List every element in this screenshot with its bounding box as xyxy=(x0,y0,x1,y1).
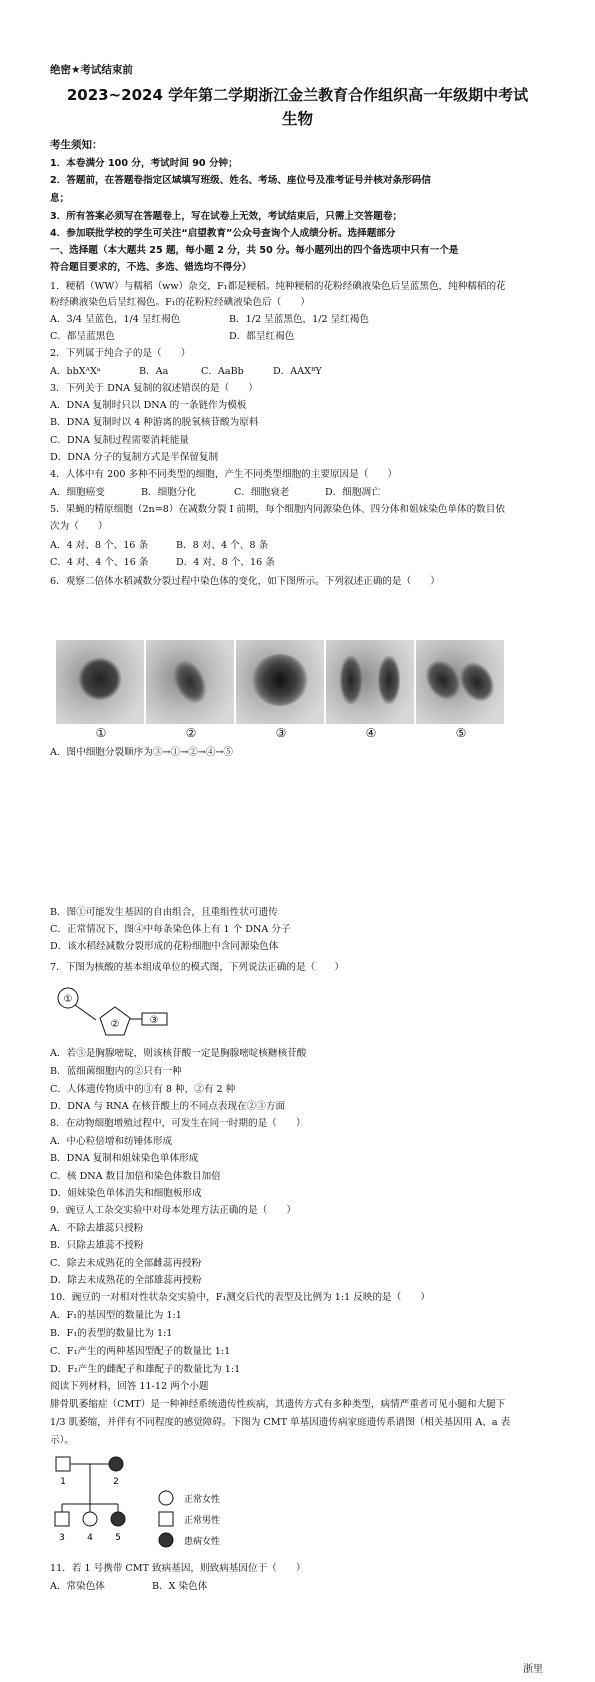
q11-option-a: A．常染色体 xyxy=(50,1581,105,1592)
q5-option-c: C．4 对、4 个、16 条 xyxy=(50,557,149,568)
q1-option-b: B．1/2 呈蓝黑色，1/2 呈红褐色 xyxy=(229,314,369,325)
q6-option-d: D．该水稻经减数分裂形成的花粉细胞中含同源染色体 xyxy=(50,941,279,952)
q5-option-d: D．4 对、8 个、16 条 xyxy=(176,557,275,568)
q6-option-a: A．图中细胞分裂顺序为③→①→②→④→⑤ xyxy=(50,747,233,758)
reading-para-line1: 腓骨肌萎缩症（CMT）是一种神经系统遗传性疾病，其遗传方式有多种类型，病情严重者可见小腿和大腿下 xyxy=(50,1399,506,1410)
q1-option-d: D．都呈红褐色 xyxy=(229,331,295,342)
reading-para-line3: 示）。 xyxy=(50,1435,74,1446)
pedigree-label-2: 2 xyxy=(113,1477,119,1487)
pedigree-label-1: 1 xyxy=(60,1477,66,1487)
exam-subject: 生物 xyxy=(281,110,313,128)
note-item-2-cont: 息； xyxy=(50,193,70,204)
q4-option-a: A．细胞癌变 xyxy=(50,487,105,498)
q8-option-d: D．姐妹染色单体消失和细胞板形成 xyxy=(50,1188,202,1199)
q8-option-b: B．DNA 复制和姐妹染色单体形成 xyxy=(50,1153,199,1164)
q3-option-a: A．DNA 复制时只以 DNA 的一条链作为模板 xyxy=(50,400,247,411)
q1-stem-line1: 1．粳稻（WW）与糯稻（ww）杂交，F₁都是粳稻。纯种粳稻的花粉经碘液染色后呈蓝黑色，纯种糯稻的花 xyxy=(50,281,506,292)
pedigree-label-4: 4 xyxy=(87,1533,93,1543)
pedigree-label-3: 3 xyxy=(59,1533,65,1543)
q7-option-a: A．若③是胸腺嘧啶，则该核苷酸一定是胸腺嘧啶核糖核苷酸 xyxy=(50,1048,307,1059)
q8-option-a: A．中心粒倍增和纺锤体形成 xyxy=(50,1136,173,1147)
reading-para-line2: 1/3 肌萎缩，并伴有不同程度的感觉障碍。下图为 CMT 单基因遗传病家庭遗传系谱图（相关基因用 A、a 表 xyxy=(50,1417,511,1428)
q9-option-c: C．除去未成熟花的全部雌蕊再授粉 xyxy=(50,1258,202,1269)
q1-option-c: C．都呈蓝黑色 xyxy=(50,331,115,342)
photo-label-1: ① xyxy=(95,726,107,740)
q10-option-b: B．F₁的表型的数量比为 1:1 xyxy=(50,1328,173,1339)
q5-stem-line1: 5．果蝇的精原细胞（2n=8）在减数分裂 I 前期，每个细胞内同源染色体、四分体和姐妹染色单体的数目依 xyxy=(50,504,505,515)
section-heading-line2: 符合题目要求的，不选、多选、错选均不得分） xyxy=(50,262,252,273)
reading-intro: 阅读下列材料，回答 11-12 两个小题 xyxy=(50,1381,209,1392)
note-item-1: 1．本卷满分 100 分，考试时间 90 分钟； xyxy=(50,158,238,169)
q3-option-b: B．DNA 复制时以 4 种游离的脱氧核苷酸为原料 xyxy=(50,417,259,428)
diagram-label-base: ③ xyxy=(149,1015,159,1026)
q6-stem: 6．观察二倍体水稻减数分裂过程中染色体的变化，如下图所示。下列叙述正确的是（ ） xyxy=(50,576,440,587)
meiosis-photo-2 xyxy=(146,640,234,724)
q10-stem: 10．豌豆的一对相对性状杂交实验中，F₁测交后代的表型及比例为 1:1 反映的是（ ） xyxy=(50,1292,431,1303)
photo-label-2: ② xyxy=(185,726,197,740)
pedigree-chart xyxy=(52,1454,152,1550)
nucleotide-diagram xyxy=(52,984,170,1040)
q5-stem-line2: 次为（ ） xyxy=(50,521,108,532)
note-item-3: 3．所有答案必须写在答题卷上，写在试卷上无效，考试结束后，只需上交答题卷； xyxy=(50,211,403,222)
q5-option-a: A．4 对、8 个、16 条 xyxy=(50,540,149,551)
pedigree-label-5: 5 xyxy=(115,1533,121,1543)
q2-option-c: C．AaBb xyxy=(201,366,244,377)
q4-option-d: D．细胞凋亡 xyxy=(325,487,381,498)
diagram-label-sugar: ② xyxy=(110,1019,120,1030)
q2-option-a: A．bbXᴬXᵃ xyxy=(50,366,101,377)
q9-stem: 9．豌豆人工杂交实验中对母本处理方法正确的是（ ） xyxy=(50,1205,296,1216)
photo-label-5: ⑤ xyxy=(455,726,467,740)
pedigree-individual-5 xyxy=(111,1512,125,1526)
q8-option-c: C．核 DNA 数目加倍和染色体数目加倍 xyxy=(50,1171,221,1182)
q3-option-d: D．DNA 分子的复制方式是半保留复制 xyxy=(50,452,219,463)
notes-heading: 考生须知： xyxy=(50,139,103,151)
exam-title: 2023~2024 学年第二学期浙江金兰教育合作组织高一年级期中考试 xyxy=(66,86,529,104)
meiosis-photo-3 xyxy=(236,640,324,724)
q1-option-a: A．3/4 呈蓝色，1/4 呈红褐色 xyxy=(50,314,181,325)
q9-option-a: A．不除去雄蕊只授粉 xyxy=(50,1223,144,1234)
meiosis-photo-strip xyxy=(56,640,504,724)
q3-option-c: C．DNA 复制过程需要消耗能量 xyxy=(50,435,189,446)
q11-option-b: B．X 染色体 xyxy=(152,1581,208,1592)
q7-option-c: C．人体遗传物质中的③有 8 种，②有 2 种 xyxy=(50,1084,236,1095)
legend-normal-female-label: 正常女性 xyxy=(184,1495,221,1505)
q6-option-b: B．图①可能发生基因的自由组合，且重组性状可遗传 xyxy=(50,907,278,918)
pedigree-individual-2 xyxy=(109,1457,123,1471)
q7-option-b: B．蓝细菌细胞内的②只有一种 xyxy=(50,1066,182,1077)
q10-option-a: A．F₁的基因型的数量比为 1:1 xyxy=(50,1310,182,1321)
q5-option-b: B．8 对、4 个、8 条 xyxy=(176,540,269,551)
photo-label-3: ③ xyxy=(275,726,287,740)
q3-stem: 3．下列关于 DNA 复制的叙述错误的是（ ） xyxy=(50,383,258,394)
diagram-label-phosphate: ① xyxy=(63,994,73,1005)
q4-stem: 4．人体中有 200 多种不同类型的细胞，产生不同类型细胞的主要原因是（ ） xyxy=(50,469,398,480)
confidential-mark: 绝密★考试结束前 xyxy=(50,64,133,76)
q1-stem-line2: 粉经碘液染色后呈红褐色。F₁的花粉粒经碘液染色后（ ） xyxy=(50,297,310,308)
q8-stem: 8．在动物细胞增殖过程中，可发生在同一时期的是（ ） xyxy=(50,1118,306,1129)
q7-option-d: D．DNA 与 RNA 在核苷酸上的不同点表现在②③方面 xyxy=(50,1101,286,1112)
note-item-2: 2．答题前，在答题卷指定区域填写班级、姓名、考场、座位号及准考证号并核对条形码信 xyxy=(50,175,431,186)
section-heading-line1: 一、选择题（本大题共 25 题，每小题 2 分，共 50 分。每小题列出的四个备选项中只有一个是 xyxy=(50,245,459,256)
q10-option-c: C．F₁产生的两种基因型配子的数量比 1:1 xyxy=(50,1346,231,1357)
legend-affected-female-label: 患病女性 xyxy=(184,1537,221,1547)
meiosis-photo-1 xyxy=(56,640,144,724)
footer-mark: 浙里 xyxy=(523,1664,543,1675)
pedigree-legend xyxy=(156,1490,256,1552)
q10-option-d: D．F₁产生的雌配子和雄配子的数量比为 1:1 xyxy=(50,1364,241,1375)
photo-label-4: ④ xyxy=(365,726,377,740)
legend-normal-female-icon xyxy=(159,1491,173,1505)
q6-option-c: C．正常情况下，图④中每条染色体上有 1 个 DNA 分子 xyxy=(50,924,291,935)
legend-normal-male-label: 正常男性 xyxy=(184,1516,221,1526)
q2-stem: 2．下列属于纯合子的是（ ） xyxy=(50,348,191,359)
q11-stem: 11．若 1 号携带 CMT 致病基因，则致病基因位于（ ） xyxy=(50,1563,306,1574)
q2-option-b: B．Aa xyxy=(139,366,169,377)
note-item-4: 4．参加联批学校的学生可关注“启望教育”公众号查询个人成绩分析。选择题部分 xyxy=(50,228,396,239)
pedigree-individual-1 xyxy=(56,1457,70,1471)
q9-option-d: D．除去未成熟花的全部雄蕊再授粉 xyxy=(50,1275,202,1286)
q9-option-b: B．只除去雄蕊不授粉 xyxy=(50,1240,144,1251)
q4-option-b: B．细胞分化 xyxy=(141,487,197,498)
legend-affected-female-icon xyxy=(159,1533,173,1547)
pedigree-individual-3 xyxy=(55,1512,69,1526)
q2-option-d: D．AAXᴮY xyxy=(273,366,322,377)
meiosis-photo-5 xyxy=(416,640,504,724)
pedigree-individual-4 xyxy=(83,1512,97,1526)
q7-stem: 7．下图为核酸的基本组成单位的模式图，下列说法正确的是（ ） xyxy=(50,962,344,973)
legend-normal-male-icon xyxy=(159,1512,173,1526)
q4-option-c: C．细胞衰老 xyxy=(234,487,290,498)
meiosis-photo-4 xyxy=(326,640,414,724)
